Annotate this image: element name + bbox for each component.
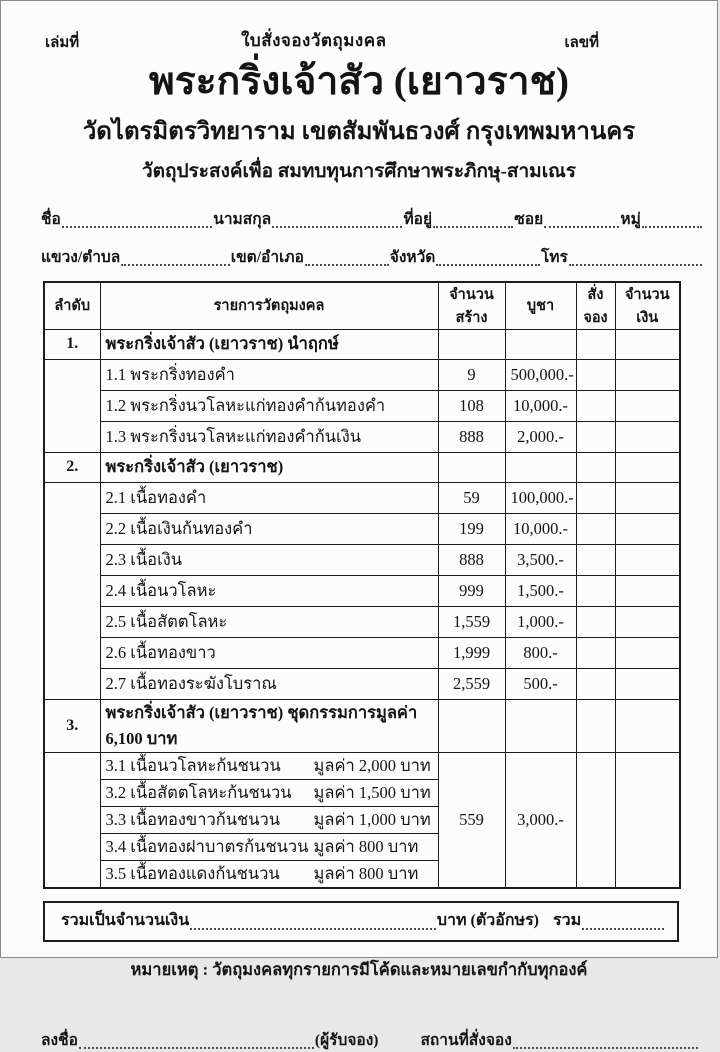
qty-cell xyxy=(438,452,505,482)
province-label: จังหวัด xyxy=(389,248,436,266)
sign-fill xyxy=(79,1043,314,1049)
sign-label: ลงชื่อ xyxy=(41,1031,78,1049)
price-cell: 10,000.- xyxy=(505,513,576,544)
item-row xyxy=(44,513,680,544)
item-description: 2.2 เนื้อเงินก้นทองคำ xyxy=(100,513,438,544)
item-value: มูลค่า 1,000 บาท xyxy=(313,809,431,829)
price-cell: 500.- xyxy=(505,668,576,699)
amount-cell xyxy=(615,359,680,390)
order-cell xyxy=(576,606,615,637)
qty-cell: 59 xyxy=(438,482,505,513)
item-row xyxy=(44,637,680,668)
item-description: 1.3 พระกริ่งนวโลหะแก่ทองคำก้นเงิน xyxy=(100,421,438,452)
item-name: 3.3 เนื้อทองขาวก้นชนวน xyxy=(105,809,281,829)
soi-fill xyxy=(544,222,619,228)
section-header-row xyxy=(44,329,680,359)
qty-cell: 999 xyxy=(438,575,505,606)
item-row xyxy=(44,575,680,606)
price-cell xyxy=(505,329,576,359)
note-line: หมายเหตุ : วัตถุมงคลทุกรายการมีโค้ดและหมายเลขกำกับทุกองค์ xyxy=(130,959,588,979)
order-cell xyxy=(576,359,615,390)
qty-cell: 9 xyxy=(438,359,505,390)
section-number: 2. xyxy=(44,452,100,482)
amount-cell xyxy=(615,637,680,668)
moo-label: หมู่ xyxy=(620,210,641,228)
order-cell xyxy=(576,421,615,452)
qty-cell: 1,999 xyxy=(438,637,505,668)
item-description: 2.7 เนื้อทองระฆังโบราณ xyxy=(100,668,438,699)
order-cell xyxy=(576,637,615,668)
meta-row xyxy=(1,1,717,54)
customer-line-1 xyxy=(41,206,703,231)
item-description xyxy=(100,806,438,833)
surname-fill xyxy=(272,222,402,228)
qty-cell: 1,559 xyxy=(438,606,505,637)
item-description xyxy=(100,779,438,806)
temple-subtitle: วัดไตรมิตรวิทยาราม เขตสัมพันธวงศ์ กรุงเทพมหานคร xyxy=(82,118,636,145)
purpose-line: วัตถุประสงค์เพื่อ สมทบทุนการศึกษาพระภิกษุ-สามเณร xyxy=(141,160,577,182)
qty-cell: 888 xyxy=(438,421,505,452)
order-cell xyxy=(576,452,615,482)
item-name: 3.2 เนื้อสัตตโลหะก้นชนวน xyxy=(105,782,292,802)
district-label: เขต/อำเภอ xyxy=(230,248,304,266)
col-header-quantity: จำนวนสร้าง xyxy=(438,282,505,330)
price-cell: 3,000.- xyxy=(505,752,576,888)
item-description xyxy=(100,860,438,888)
amount-cell xyxy=(615,452,680,482)
order-cell xyxy=(576,390,615,421)
place-label: สถานที่สั่งจอง xyxy=(420,1031,512,1049)
order-cell xyxy=(576,329,615,359)
item-description xyxy=(100,833,438,860)
price-cell: 1,500.- xyxy=(505,575,576,606)
item-name: 3.4 เนื้อทองฝาบาตรก้นชนวน xyxy=(105,836,309,856)
section-title: พระกริ่งเจ้าสัว (เยาวราช) xyxy=(100,452,438,482)
phone-fill xyxy=(569,260,702,266)
place-fill xyxy=(513,1043,698,1049)
item-row xyxy=(44,482,680,513)
order-cell xyxy=(576,575,615,606)
item-value: มูลค่า 2,000 บาท xyxy=(313,755,431,775)
item-row xyxy=(44,752,680,779)
item-row xyxy=(44,544,680,575)
total-amount-fill xyxy=(190,924,436,930)
amount-cell xyxy=(615,544,680,575)
order-cell xyxy=(576,668,615,699)
form-type-label: ใบสั่งจองวัตถุมงคล xyxy=(241,31,387,50)
item-row xyxy=(44,359,680,390)
price-cell: 500,000.- xyxy=(505,359,576,390)
qty-cell xyxy=(438,699,505,752)
subdistrict-label: แขวง/ตำบล xyxy=(41,248,121,266)
order-cell xyxy=(576,544,615,575)
amount-cell xyxy=(615,752,680,888)
sum-fill xyxy=(582,924,664,930)
amount-cell xyxy=(615,699,680,752)
order-cell xyxy=(576,482,615,513)
qty-cell xyxy=(438,329,505,359)
amount-cell xyxy=(615,606,680,637)
col-header-amount: จำนวนเงิน xyxy=(615,282,680,330)
price-cell xyxy=(505,452,576,482)
order-cell xyxy=(576,752,615,888)
col-header-price: บูชา xyxy=(505,282,576,330)
document-number-label: เลขที่ xyxy=(564,35,599,51)
section-title: พระกริ่งเจ้าสัว (เยาวราช) นำฤกษ์ xyxy=(100,329,438,359)
section-header-row xyxy=(44,699,680,752)
row-number-cell xyxy=(44,752,100,888)
soi-label: ซอย xyxy=(514,210,544,228)
total-amount-label: รวมเป็นจำนวนเงิน xyxy=(61,911,190,929)
amount-cell xyxy=(615,329,680,359)
qty-cell: 108 xyxy=(438,390,505,421)
item-description: 2.3 เนื้อเงิน xyxy=(100,544,438,575)
table-header-row xyxy=(44,282,680,330)
subdistrict-fill xyxy=(121,260,230,266)
amount-cell xyxy=(615,482,680,513)
totals-box xyxy=(43,901,679,942)
section-number: 1. xyxy=(44,329,100,359)
amount-cell xyxy=(615,513,680,544)
row-number-cell xyxy=(44,482,100,699)
qty-cell: 199 xyxy=(438,513,505,544)
price-cell: 10,000.- xyxy=(505,390,576,421)
item-value: มูลค่า 800 บาท xyxy=(313,863,419,883)
order-cell xyxy=(576,513,615,544)
qty-cell: 888 xyxy=(438,544,505,575)
price-cell xyxy=(505,699,576,752)
district-fill xyxy=(305,260,389,266)
price-cell: 2,000.- xyxy=(505,421,576,452)
address-fill xyxy=(433,222,513,228)
item-row xyxy=(44,390,680,421)
signature-row xyxy=(41,1027,699,1052)
price-cell: 3,500.- xyxy=(505,544,576,575)
order-table xyxy=(43,281,681,889)
customer-line-2 xyxy=(41,244,703,269)
price-cell: 100,000.- xyxy=(505,482,576,513)
name-label: ชื่อ xyxy=(41,210,61,228)
section-title: พระกริ่งเจ้าสัว (เยาวราช) ชุดกรรมการมูลค่า 6,100 บาท xyxy=(100,699,438,752)
item-description: 1.2 พระกริ่งนวโลหะแก่ทองคำก้นทองคำ xyxy=(100,390,438,421)
amount-cell xyxy=(615,668,680,699)
item-description: 2.5 เนื้อสัตตโลหะ xyxy=(100,606,438,637)
amount-cell xyxy=(615,390,680,421)
row-number-cell xyxy=(44,359,100,452)
item-row xyxy=(44,668,680,699)
price-cell: 1,000.- xyxy=(505,606,576,637)
item-description xyxy=(100,752,438,779)
section-header-row xyxy=(44,452,680,482)
amount-cell xyxy=(615,421,680,452)
volume-number-label: เล่มที่ xyxy=(45,35,80,51)
qty-cell: 2,559 xyxy=(438,668,505,699)
col-header-index: ลำดับ xyxy=(44,282,100,330)
page-title: พระกริ่งเจ้าสัว (เยาวราช) xyxy=(148,60,569,103)
item-row xyxy=(44,421,680,452)
phone-label: โทร xyxy=(540,248,568,266)
item-description: 1.1 พระกริ่งทองคำ xyxy=(100,359,438,390)
item-name: 3.1 เนื้อนวโลหะก้นชนวน xyxy=(105,755,281,775)
col-header-order: สั่งจอง xyxy=(576,282,615,330)
qty-cell: 559 xyxy=(438,752,505,888)
item-description: 2.1 เนื้อทองคำ xyxy=(100,482,438,513)
section-number: 3. xyxy=(44,699,100,752)
col-header-item: รายการวัตถุมงคล xyxy=(100,282,438,330)
item-description: 2.4 เนื้อนวโลหะ xyxy=(100,575,438,606)
item-row xyxy=(44,606,680,637)
moo-fill xyxy=(642,222,702,228)
order-table-body xyxy=(44,329,680,888)
address-label: ที่อยู่ xyxy=(403,210,433,228)
name-fill xyxy=(62,222,212,228)
order-cell xyxy=(576,699,615,752)
sum-label: รวม xyxy=(552,911,582,929)
item-value: มูลค่า 800 บาท xyxy=(313,836,419,856)
signer-label: (ผู้รับจอง) xyxy=(314,1031,379,1049)
item-description: 2.6 เนื้อทองขาว xyxy=(100,637,438,668)
baht-in-words-label: บาท (ตัวอักษร) xyxy=(436,911,539,929)
amount-cell xyxy=(615,575,680,606)
item-name: 3.5 เนื้อทองแดงก้นชนวน xyxy=(105,863,280,883)
surname-label: นามสกุล xyxy=(213,210,272,228)
price-cell: 800.- xyxy=(505,637,576,668)
province-fill xyxy=(436,260,540,266)
item-value: มูลค่า 1,500 บาท xyxy=(313,782,431,802)
